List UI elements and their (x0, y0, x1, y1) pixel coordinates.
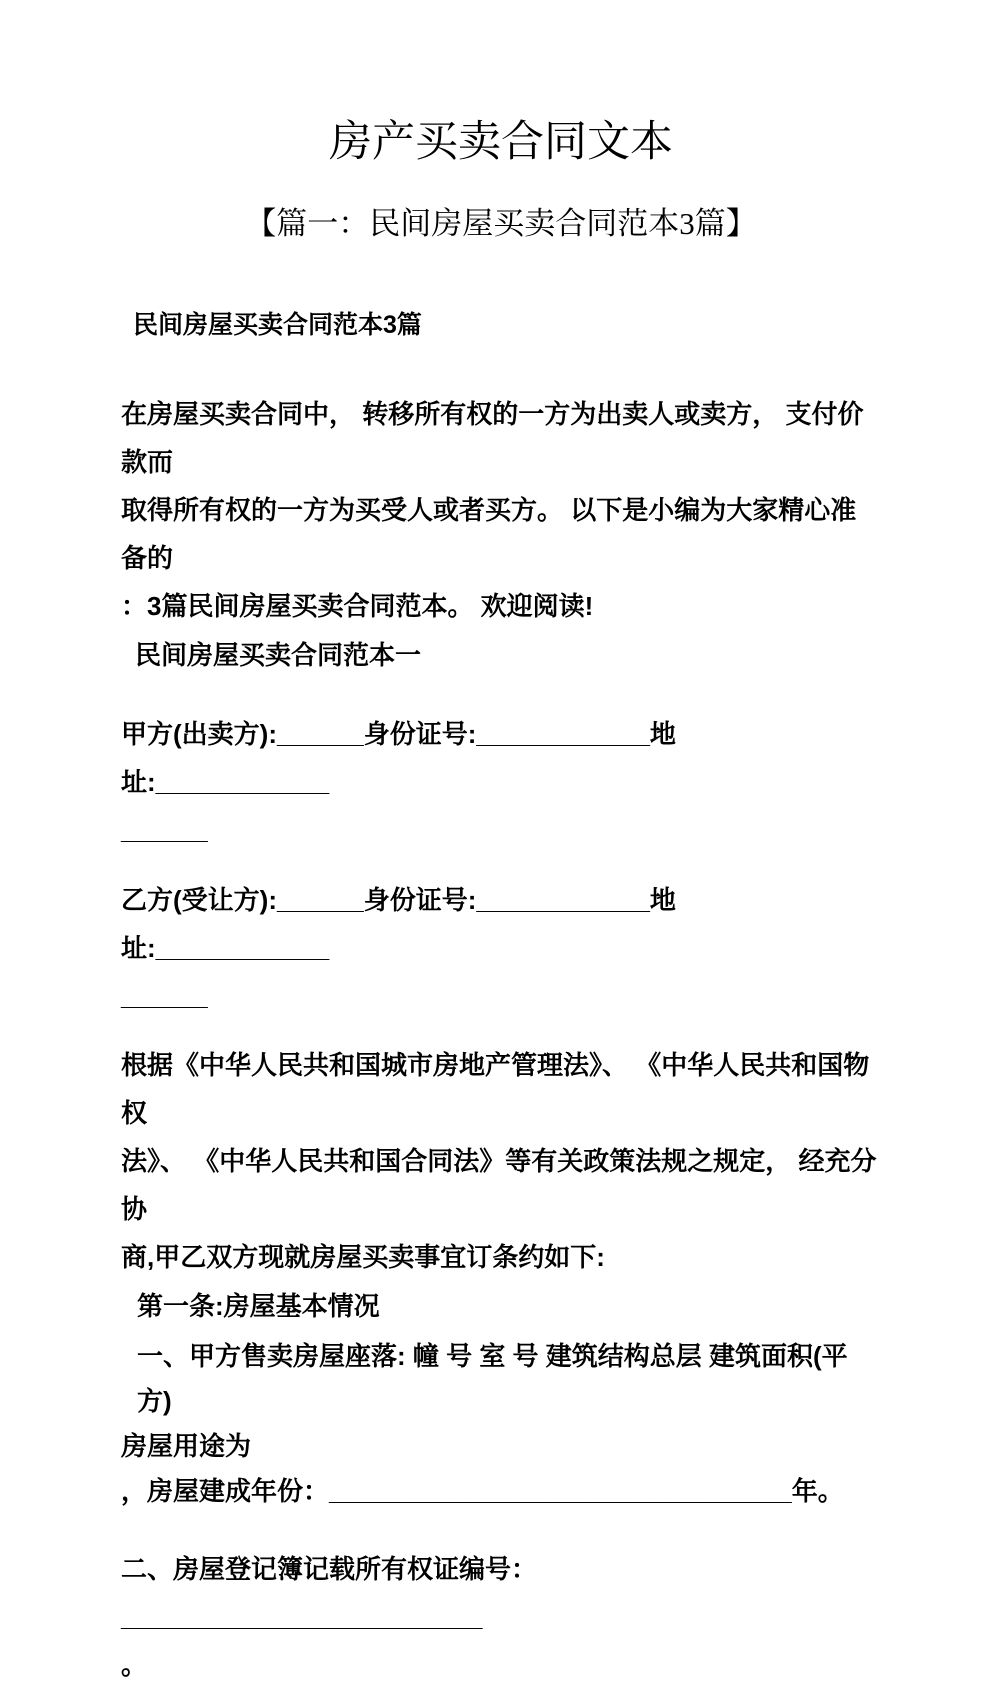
intro-heading: 民间房屋买卖合同范本3篇 (133, 311, 422, 339)
text-line: 商,甲乙双方现就房屋买卖事宜订条约如下: (121, 1242, 605, 1272)
party-b-fill-line (121, 876, 881, 1020)
text-line: 取得所有权的一方为买受人或者买方。 以下是小编为大家精心准备的 (121, 495, 857, 573)
text-line: 。 (121, 1650, 148, 1680)
text-line: 甲方(出卖方):______身份证号:____________地址:____________ (121, 719, 676, 797)
text-line: 一、甲方售卖房屋座落: 幢 号 室 号 建筑结构总层 建筑面积(平方) (137, 1341, 848, 1416)
text-line: 房屋用途为 (121, 1431, 252, 1461)
text-line: ______ (121, 815, 208, 845)
text-line: 二、房屋登记簿记载所有权证编号：_________________________ (121, 1554, 538, 1632)
text-line: 法》、 《中华人民共和国合同法》等有关政策法规之规定， 经充分协 (121, 1146, 877, 1224)
document-title: 房产买卖合同文本 (329, 119, 673, 166)
sample-one-heading: 民间房屋买卖合同范本一 (135, 640, 422, 670)
text-line: ______ (121, 981, 208, 1011)
legal-basis-paragraph (121, 1041, 881, 1281)
part-one-header: 【篇一：民间房屋买卖合同范本3篇】 (245, 206, 757, 241)
clause-two-paragraph (121, 1545, 881, 1689)
text-line: ：3篇民间房屋买卖合同范本。 欢迎阅读! (121, 591, 594, 621)
text-line: 在房屋买卖合同中， 转移所有权的一方为出卖人或卖方， 支付价款而 (121, 399, 864, 477)
article-one-heading: 第一条:房屋基本情况 (137, 1291, 380, 1321)
text-line: 根据《中华人民共和国城市房地产管理法》、 《中华人民共和国物权 (121, 1050, 870, 1128)
clause-one-paragraph (121, 1334, 881, 1514)
text-line: 乙方(受让方):______身份证号:____________地址:____________ (121, 885, 676, 963)
text-line: ，房屋建成年份：________________________________年。 (121, 1476, 844, 1506)
intro-paragraph (121, 390, 881, 630)
party-a-fill-line (121, 710, 881, 854)
